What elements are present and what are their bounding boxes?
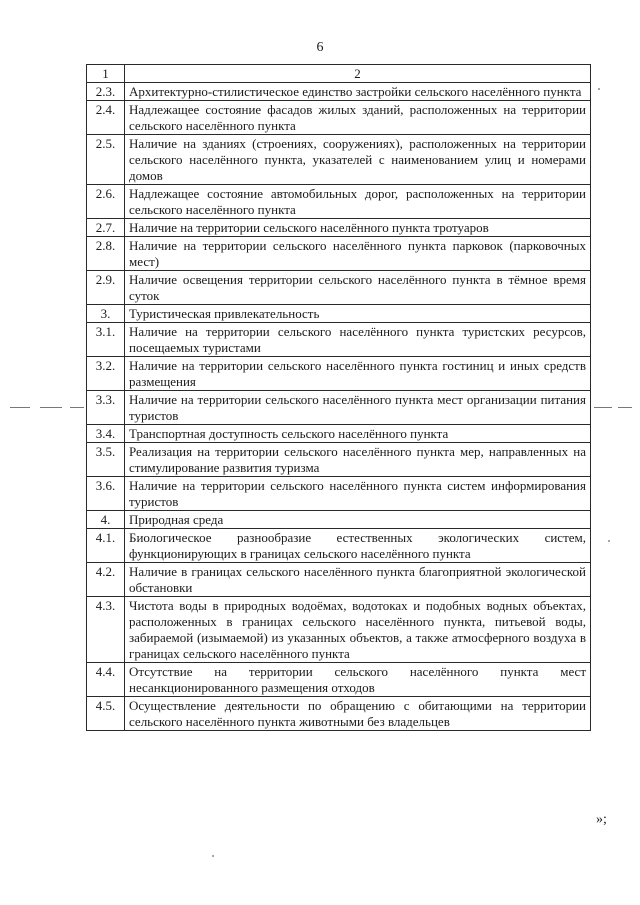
header-row: [87, 65, 591, 83]
scan-artifact-dash: [10, 407, 30, 408]
table-row: [87, 185, 591, 219]
row-number: 2.5.: [87, 135, 125, 185]
scan-artifact-dash: [40, 407, 62, 408]
row-criterion: Природная среда: [125, 511, 591, 529]
table-row: [87, 237, 591, 271]
page-number: 6: [316, 40, 324, 55]
table-body: [87, 83, 591, 731]
table-row: [87, 663, 591, 697]
row-criterion: Отсутствие на территории сельского населённого пункта мест несанкционированного размещения отходов: [125, 663, 591, 697]
row-number: 4.2.: [87, 563, 125, 597]
row-criterion: Наличие на территории сельского населённого пункта гостиниц и иных средств размещения: [125, 357, 591, 391]
criteria-table: [86, 64, 591, 731]
table-row: [87, 135, 591, 185]
scan-artifact-dash: [70, 407, 84, 408]
row-criterion: Чистота воды в природных водоёмах, водотоках и подобных водных объектах, расположенных в границах сельского населённого пункта, питьевой воды, забираемой (изымаемой) из указанных объектов, а также атмосферного воздуха в границах сельского населённого пункта: [125, 597, 591, 663]
table-row: [87, 101, 591, 135]
row-criterion: Архитектурно-стилистическое единство застройки сельского населённого пункта: [125, 83, 591, 101]
row-criterion: Наличие на территории сельского населённого пункта парковок (парковочных мест): [125, 237, 591, 271]
row-number: 3.4.: [87, 425, 125, 443]
table-row: [87, 563, 591, 597]
table-row: [87, 511, 591, 529]
table-row: [87, 697, 591, 731]
row-number: 2.6.: [87, 185, 125, 219]
row-criterion: Реализация на территории сельского населённого пункта мер, направленных на стимулирование развития туризма: [125, 443, 591, 477]
scan-artifact-dot: [598, 88, 600, 90]
row-criterion: Осуществление деятельности по обращению с обитающими на территории сельского населённого пункта животными без владельцев: [125, 697, 591, 731]
table-row: [87, 443, 591, 477]
row-criterion: Наличие на зданиях (строениях, сооружениях), расположенных на территории сельского населённого пункта, указателей с наименованием улиц и номерами домов: [125, 135, 591, 185]
row-criterion: Наличие в границах сельского населённого пункта благоприятной экологической обстановки: [125, 563, 591, 597]
table-row: [87, 323, 591, 357]
row-number: 3.3.: [87, 391, 125, 425]
row-number: 3.1.: [87, 323, 125, 357]
row-criterion: Надлежащее состояние автомобильных дорог, расположенных на территории сельского населённого пункта: [125, 185, 591, 219]
row-criterion: Надлежащее состояние фасадов жилых зданий, расположенных на территории сельского населённого пункта: [125, 101, 591, 135]
row-number: 3.6.: [87, 477, 125, 511]
row-number: 3.: [87, 305, 125, 323]
row-number: 2.9.: [87, 271, 125, 305]
row-criterion: Наличие освещения территории сельского населённого пункта в тёмное время суток: [125, 271, 591, 305]
table-header: [87, 65, 591, 83]
row-number: 4.1.: [87, 529, 125, 563]
scan-artifact-dash: [618, 407, 632, 408]
row-criterion: Биологическое разнообразие естественных экологических систем, функционирующих в границах сельского населённого пункта: [125, 529, 591, 563]
scan-artifact-dash: [594, 407, 612, 408]
row-number: 2.8.: [87, 237, 125, 271]
table-row: [87, 477, 591, 511]
row-number: 4.5.: [87, 697, 125, 731]
scan-artifact-dot: [608, 540, 610, 542]
table-row: [87, 305, 591, 323]
row-criterion: Туристическая привлекательность: [125, 305, 591, 323]
row-number: 3.2.: [87, 357, 125, 391]
row-number: 2.4.: [87, 101, 125, 135]
row-criterion: Наличие на территории сельского населённого пункта туристских ресурсов, посещаемых туристами: [125, 323, 591, 357]
table-row: [87, 271, 591, 305]
row-criterion: Наличие на территории сельского населённого пункта тротуаров: [125, 219, 591, 237]
row-number: 3.5.: [87, 443, 125, 477]
table-row: [87, 597, 591, 663]
row-number: 4.4.: [87, 663, 125, 697]
table-row: [87, 529, 591, 563]
table-row: [87, 83, 591, 101]
row-number: 4.3.: [87, 597, 125, 663]
row-number: 2.3.: [87, 83, 125, 101]
row-number: 4.: [87, 511, 125, 529]
closing-quote-mark: »;: [596, 812, 607, 827]
table-row: [87, 391, 591, 425]
row-criterion: Транспортная доступность сельского населённого пункта: [125, 425, 591, 443]
row-criterion: Наличие на территории сельского населённого пункта мест организации питания туристов: [125, 391, 591, 425]
row-number: 2.7.: [87, 219, 125, 237]
table-row: [87, 357, 591, 391]
header-col-1: 1: [87, 65, 125, 83]
table-row: [87, 219, 591, 237]
table-row: [87, 425, 591, 443]
header-col-2: 2: [125, 65, 591, 83]
row-criterion: Наличие на территории сельского населённого пункта систем информирования туристов: [125, 477, 591, 511]
scan-artifact-dot: [212, 855, 214, 857]
